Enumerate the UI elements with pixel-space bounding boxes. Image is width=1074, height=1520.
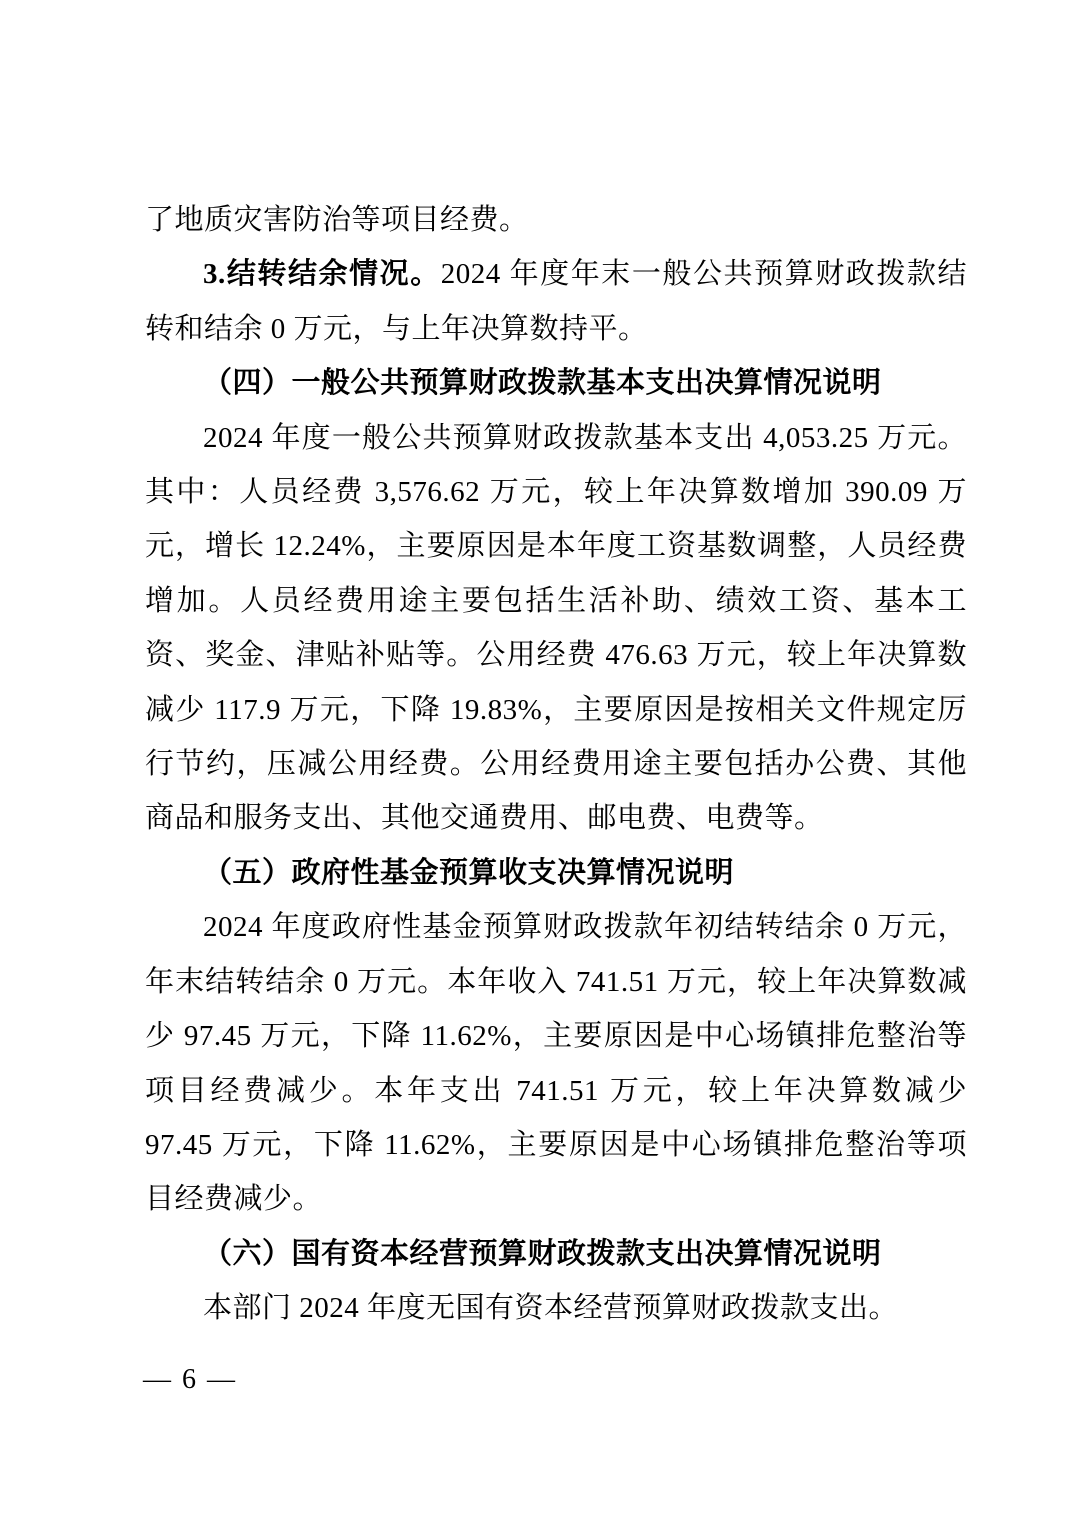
heading-text: （四）一般公共预算财政拨款基本支出决算情况说明 — [203, 367, 882, 400]
paragraph-section-4-body — [145, 411, 967, 846]
paragraph-continuation — [145, 193, 967, 247]
body-text: 2024 年度年末一般公共预算财政拨款结转和结余 0 万元，与上年决算数持平。 — [145, 258, 967, 345]
inline-heading-text: 3.结转结余情况。 — [203, 258, 441, 291]
paragraph-section-6-body — [145, 1281, 967, 1335]
body-text: 本部门 2024 年度无国有资本经营预算财政拨款支出。 — [203, 1292, 899, 1325]
page-number-text: — 6 — — [143, 1364, 237, 1395]
heading-text: （六）国有资本经营预算财政拨款支出决算情况说明 — [203, 1237, 882, 1270]
body-text: 了地质灾害防治等项目经费。 — [145, 204, 529, 236]
heading-text: （五）政府性基金预算收支决算情况说明 — [203, 856, 735, 889]
heading-section-5 — [145, 846, 967, 900]
body-text: 2024 年度一般公共预算财政拨款基本支出 4,053.25 万元。其中：人员经费 3,576.62 万元，较上年决算数增加 390.09 万元，增长 12.24%，主要原因是本年度工资基数调整，人员经费增加。人员经费用途主要包括生活补助、绩效工资、基本工资、奖金、津贴补贴等。公用经费 476.63 万元，较上年决算数减少 117.9 万元，下降 19.83%，主要原因是按相关文件规定厉行节约，压减公用经费。公用经费用途主要包括办公费、其他商品和服务支出、其他交通费用、邮电费、电费等。 — [145, 421, 967, 835]
paragraph-section-5-body — [145, 900, 967, 1226]
page-number — [143, 1362, 237, 1398]
heading-section-6 — [145, 1227, 967, 1281]
document-content — [145, 193, 967, 1336]
paragraph-carryover-balance — [145, 247, 967, 356]
body-text: 2024 年度政府性基金预算财政拨款年初结转结余 0 万元，年末结转结余 0 万元。本年收入 741.51 万元，较上年决算数减少 97.45 万元，下降 11.62%，主要原因是中心场镇排危整治等项目经费减少。本年支出 741.51 万元，较上年决算数减少 97.45 万元，下降 11.62%，主要原因是中心场镇排危整治等项目经费减少。 — [145, 911, 967, 1216]
heading-section-4 — [145, 356, 967, 410]
